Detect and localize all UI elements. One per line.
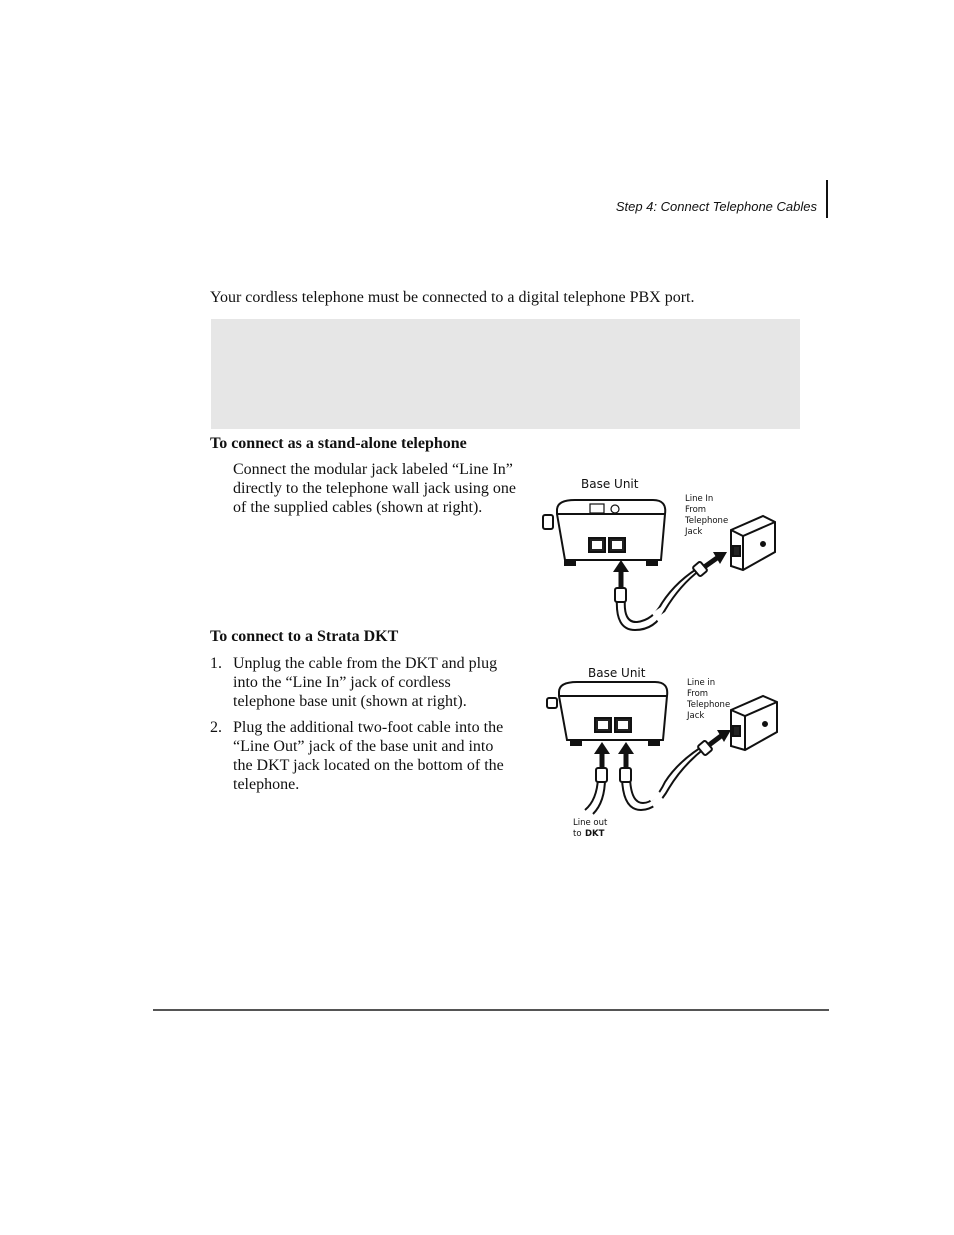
wall-jack-label [684, 494, 728, 537]
svg-text:Line In: Line In [685, 494, 714, 504]
svg-text:Telephone: Telephone [687, 700, 731, 710]
wall-jack-label [686, 678, 730, 721]
line-out-label [573, 818, 608, 839]
list-item [210, 718, 510, 794]
section-heading-dkt: To connect to a Strata DKT [210, 628, 399, 645]
svg-text:to: to [573, 829, 582, 839]
step-number: 1. [210, 655, 222, 672]
base-unit-drawing [547, 682, 667, 745]
footer-rule [153, 1009, 829, 1011]
svg-text:DKT: DKT [585, 829, 605, 839]
base-unit-label: Base Unit [588, 666, 646, 680]
wall-jack-drawing [731, 516, 775, 570]
base-unit-drawing [543, 500, 665, 565]
dkt-connection-diagram [545, 660, 795, 845]
svg-text:Telephone: Telephone [685, 516, 729, 526]
standalone-instructions: Connect the modular jack labeled “Line In” directly to the telephone wall jack using one of the supplied cables (shown at right). [233, 461, 517, 516]
svg-text:Line out: Line out [573, 818, 608, 828]
svg-text:From: From [687, 689, 709, 699]
base-unit-label: Base Unit [581, 477, 639, 491]
step-number: 2. [210, 719, 222, 736]
dkt-steps-list [210, 654, 510, 801]
note-box [211, 319, 800, 429]
step-text: Plug the additional two-foot cable into the “Line Out” jack of the base unit and into the DKT jack located on the bottom of the telephone. [233, 719, 504, 793]
list-item [210, 654, 510, 711]
header-rule [826, 180, 828, 218]
phone-cable [615, 565, 703, 630]
svg-text:Line in: Line in [687, 678, 716, 688]
section-heading-standalone: To connect as a stand-alone telephone [210, 435, 467, 452]
wall-jack-drawing [731, 696, 777, 750]
intro-paragraph: Your cordless telephone must be connected to a digital telephone PBX port. [210, 289, 695, 306]
svg-text:From: From [685, 505, 707, 515]
standalone-connection-diagram [535, 470, 795, 640]
running-header: Step 4: Connect Telephone Cables [615, 199, 817, 214]
step-text: Unplug the cable from the DKT and plug into the “Line In” jack of cordless telephone base unit (shown at right). [233, 655, 498, 710]
svg-text:Jack: Jack [685, 527, 703, 537]
svg-text:Jack: Jack [687, 711, 705, 721]
